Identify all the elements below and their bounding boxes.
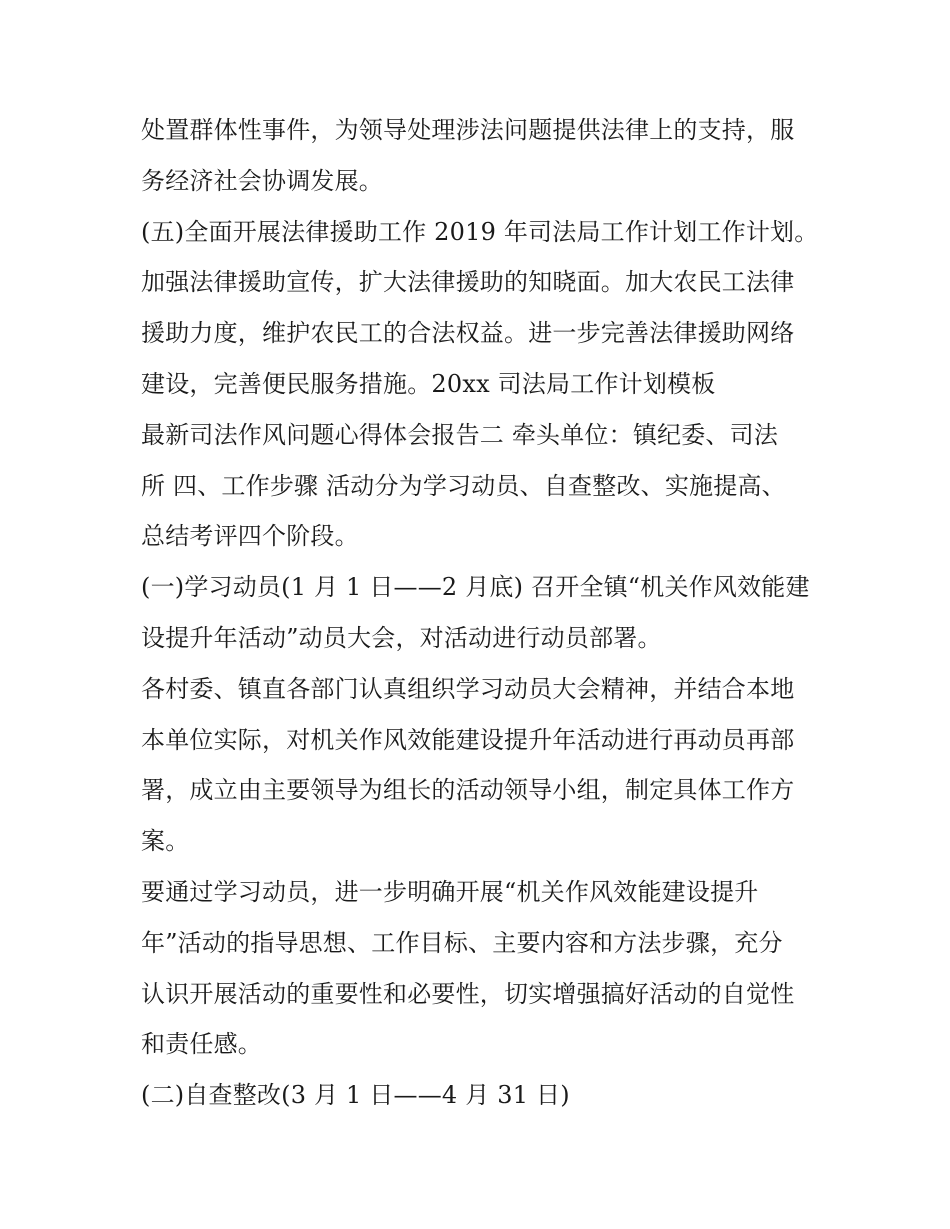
section-heading-line: (一)学习动员(1 月 1 日——2 月底) 召开全镇“机关作风效能建 bbox=[141, 573, 810, 602]
text-line: 要通过学习动员，进一步明确开展“机关作风效能建设提升 bbox=[141, 877, 759, 906]
text-line: 认识开展活动的重要性和必要性，切实增强搞好活动的自觉性 bbox=[141, 979, 795, 1008]
text-line: 援助力度，维护农民工的合法权益。进一步完善法律援助网络 bbox=[141, 319, 795, 348]
text-line: 本单位实际，对机关作风效能建设提升年活动进行再动员再部 bbox=[141, 725, 795, 754]
text-line: 年”活动的指导思想、工作目标、主要内容和方法步骤，充分 bbox=[141, 928, 783, 957]
document-body bbox=[141, 105, 821, 1121]
text-line: 加强法律援助宣传，扩大法律援助的知晓面。加大农民工法律 bbox=[141, 268, 795, 297]
text-line: 务经济社会协调发展。 bbox=[141, 166, 383, 195]
text-line: 总结考评四个阶段。 bbox=[141, 522, 359, 551]
text-line: 和责任感。 bbox=[141, 1030, 262, 1059]
text-line: 署，成立由主要领导为组长的活动领导小组，制定具体工作方 bbox=[141, 776, 795, 805]
section-heading-line: (五)全面开展法律援助工作 2019 年司法局工作计划工作计划。 bbox=[141, 217, 819, 246]
text-line: 处置群体性事件，为领导处理涉法问题提供法律上的支持，服 bbox=[141, 116, 795, 144]
text-line: 建设，完善便民服务措施。20xx 司法局工作计划模板 bbox=[141, 369, 716, 398]
section-heading-line: (二)自查整改(3 月 1 日——4 月 31 日) bbox=[141, 1081, 570, 1110]
text-line: 各村委、镇直各部门认真组织学习动员大会精神，并结合本地 bbox=[141, 674, 795, 703]
text-line: 所 四、工作步骤 活动分为学习动员、自查整改、实施提高、 bbox=[141, 471, 786, 500]
text-line: 案。 bbox=[141, 827, 190, 856]
text-line: 最新司法作风问题心得体会报告二 牵头单位：镇纪委、司法 bbox=[141, 420, 779, 449]
text-line: 设提升年活动”动员大会，对活动进行动员部署。 bbox=[141, 623, 662, 652]
